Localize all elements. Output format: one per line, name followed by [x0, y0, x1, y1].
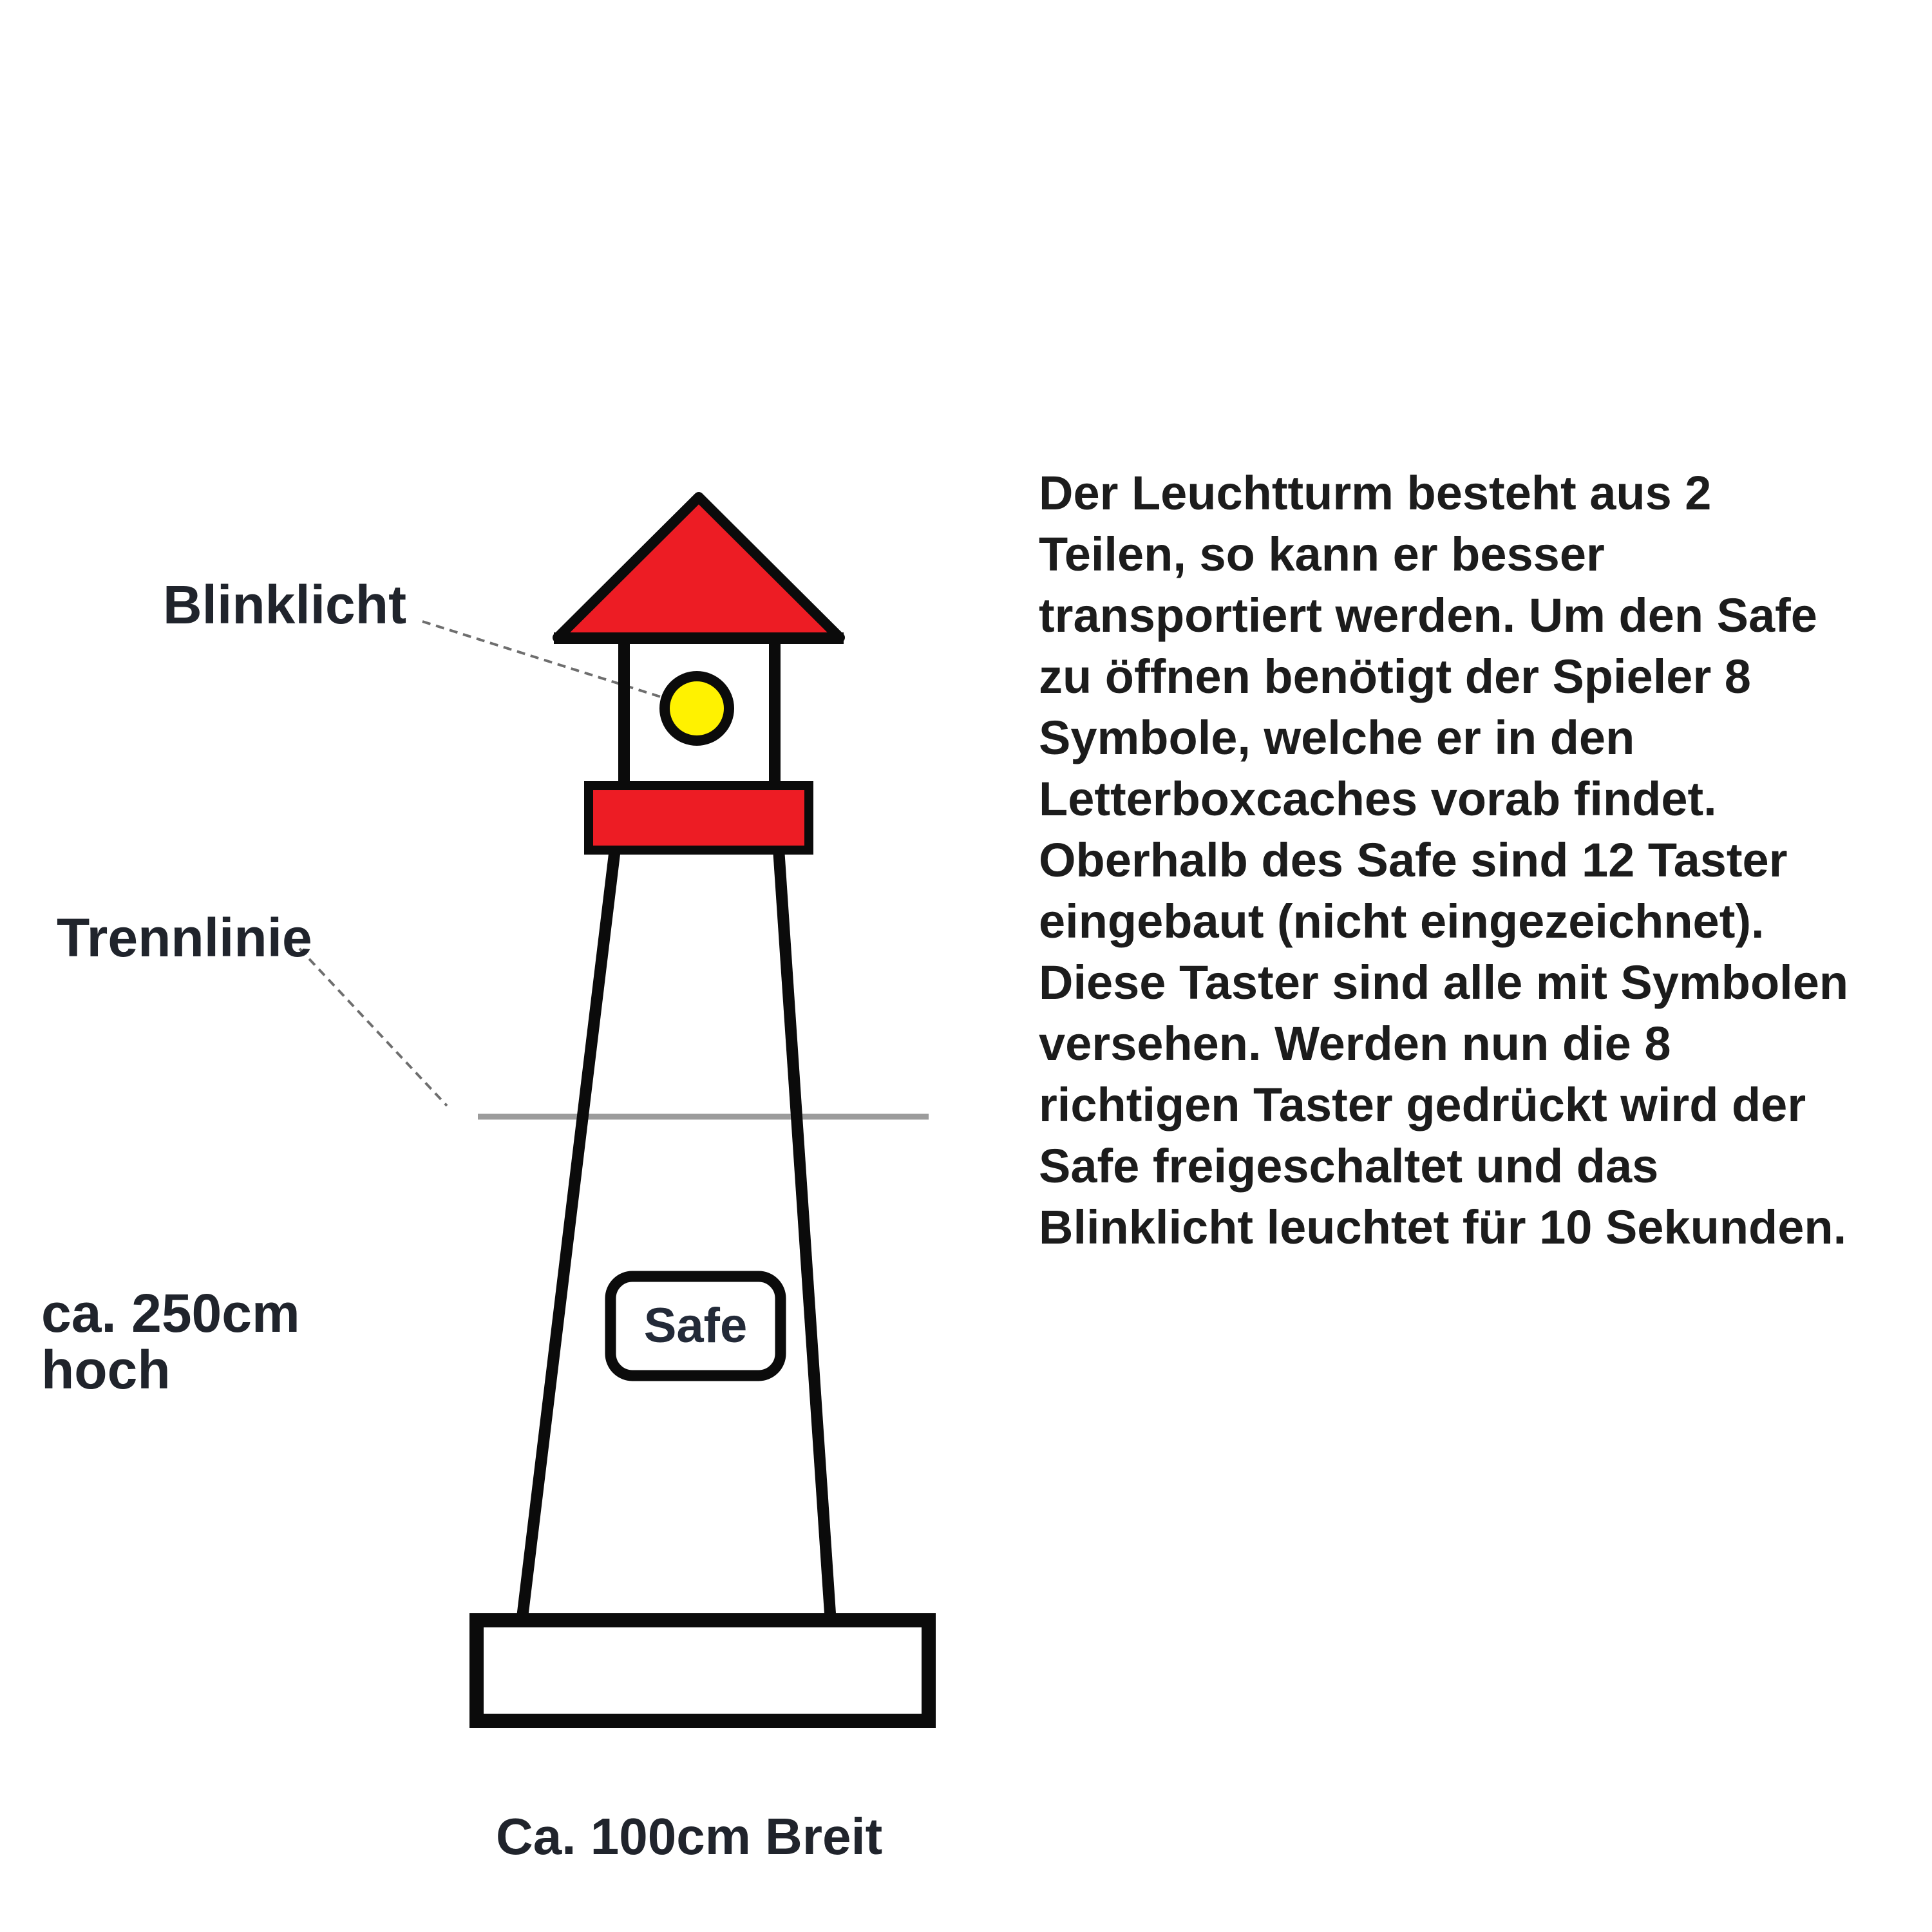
instruction-line: Blinklicht leuchtet für 10 Sekunden.: [1039, 1200, 1847, 1254]
height-label: [41, 1285, 300, 1398]
instruction-line: eingebaut (nicht eingezeichnet).: [1039, 895, 1765, 948]
tower-right-edge: [779, 849, 831, 1623]
instruction-line: Teilen, so kann er besser: [1039, 527, 1605, 581]
blinklicht-label: Blinklicht: [163, 574, 407, 635]
safe-label: Safe: [643, 1298, 748, 1353]
instruction-line: transportiert werden. Um den Safe: [1039, 589, 1817, 642]
instruction-line: richtigen Taster gedrückt wird der: [1039, 1078, 1806, 1132]
instruction-line: Letterboxcaches vorab findet.: [1039, 772, 1717, 826]
trennlinie-leader-line: [299, 949, 447, 1106]
instructions-text: [1039, 462, 1902, 1258]
instruction-line: Symbole, welche er in den: [1039, 711, 1635, 764]
instruction-line: zu öffnen benötigt der Spieler 8: [1039, 650, 1751, 703]
height-label-line2: hoch: [41, 1340, 171, 1400]
beacon-light: [665, 676, 729, 741]
width-label: Ca. 100cm Breit: [496, 1808, 883, 1865]
instruction-line: Safe freigeschaltet und das: [1039, 1139, 1659, 1193]
gallery-band: [589, 786, 809, 850]
instruction-line: Der Leuchtturm besteht aus 2: [1039, 466, 1712, 520]
lighthouse-roof: [558, 497, 840, 638]
tower-left-edge: [522, 849, 615, 1623]
height-label-line1: ca. 250cm: [41, 1283, 300, 1343]
instruction-line: Oberhalb des Safe sind 12 Taster: [1039, 833, 1788, 887]
trennlinie-label: Trennlinie: [57, 907, 312, 968]
tower-base: [477, 1620, 929, 1721]
instruction-line: Diese Taster sind alle mit Symbolen: [1039, 956, 1849, 1009]
instruction-line: versehen. Werden nun die 8: [1039, 1017, 1671, 1070]
